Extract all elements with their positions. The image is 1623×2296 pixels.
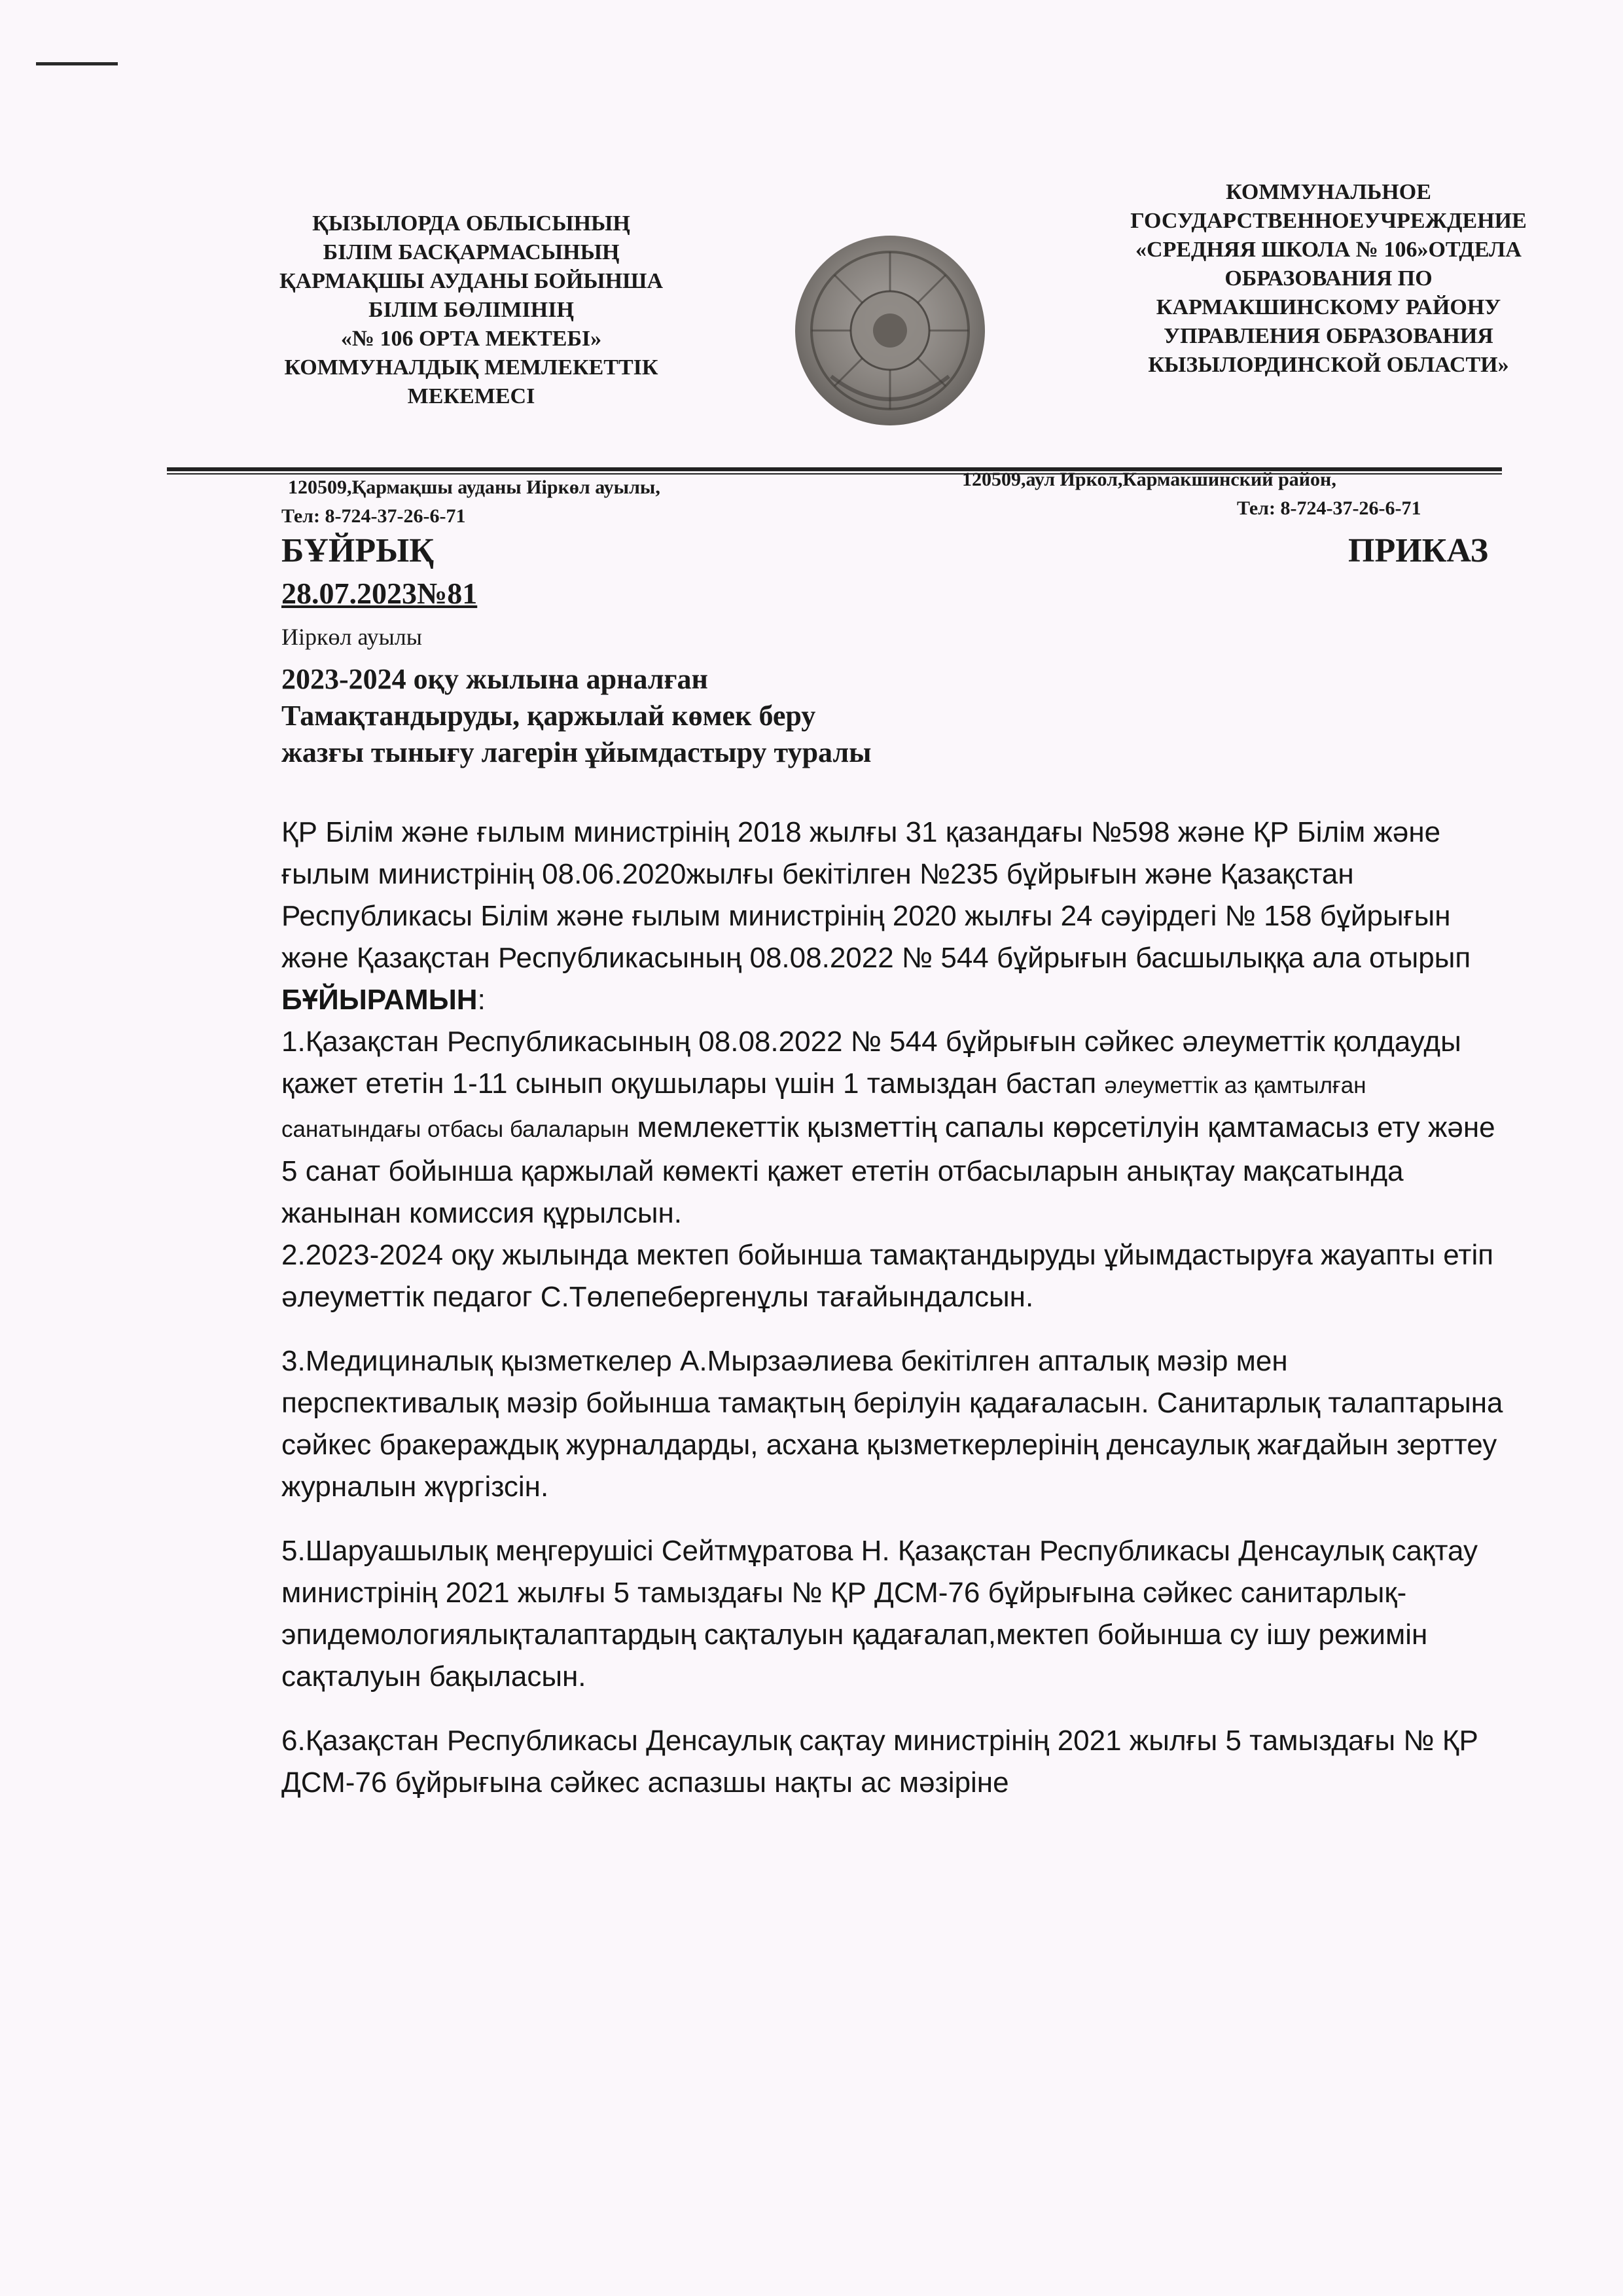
- address-right: 120509,аул Иркол,Кармакшинский район,: [962, 469, 1336, 490]
- order-title-ru: ПРИКАЗ: [1348, 532, 1489, 569]
- scan-edge-mark: [36, 62, 118, 65]
- command-suffix: :: [477, 984, 486, 1016]
- paragraph-6: 6.Қазақстан Республикасы Денсаулық сақтау министрінің 2021 жылғы 5 тамыздағы № ҚР ДСМ-76 бұйрығына сәйкес аспазшы нақты ас мәзіріне: [281, 1725, 1478, 1799]
- order-title-kz: БҰЙРЫҚ: [281, 532, 434, 569]
- header-left-line: КОММУНАЛДЫҚ МЕМЛЕКЕТТІК: [284, 355, 658, 380]
- order-subject-line: 2023-2024 оқу жылына арналған: [281, 663, 708, 695]
- order-date-number: 28.07.2023№81: [281, 577, 478, 610]
- header-left-line: МЕКЕМЕСІ: [407, 384, 535, 408]
- header-right-line: КЫЗЫЛОРДИНСКОЙ ОБЛАСТИ»: [1148, 353, 1509, 377]
- paragraph-3: 3.Медициналық қызметкелер А.Мырзаәлиева бекітілген апталық мәзір мен перспективалық мәзір бойынша тамақтың берілуін қадағаласын. Санитарлық талаптарына сәйкес бракераждық журналдарды, асхана қызметкерлерінің денсаулық жағдайын зерттеу журналын жүргізсін.: [281, 1345, 1503, 1503]
- header-right-line: «СРЕДНЯЯ ШКОЛА № 106»ОТДЕЛА: [1135, 238, 1522, 262]
- state-emblem-icon: [792, 232, 988, 429]
- intro-paragraph: [281, 812, 1505, 1021]
- header-right-line: ГОСУДАРСТВЕННОЕУЧРЕЖДЕНИЕ: [1130, 209, 1527, 233]
- intro-text: ҚР Білім және ғылым министрінің 2018 жылғы 31 қазандағы №598 және ҚР Білім және ғылым министрінің 08.06.2020жылғы бекітілген №235 бұйрығын және Қазақстан Республикасы Білім және ғылым министрінің 2020 жылғы 24 сәуірдегі № 158 бұйрығын және Қазақстан Республикасының 08.08.2022 № 544 бұйрығын басшылыққа ала отырып: [281, 816, 1471, 974]
- header-right-line: КОММУНАЛЬНОЕ: [1226, 180, 1431, 204]
- phone-left: Тел: 8-724-37-26-6-71: [281, 505, 466, 527]
- header-right-russian: [1080, 178, 1577, 380]
- paragraph-5: 5.Шаруашылық меңгерушісі Сейтмұратова Н. Қазақстан Республикасы Денсаулық сақтау министрінің 2021 жылғы 5 тамыздағы № ҚР ДСМ-76 бұйрығына сәйкес санитарлық- эпидемологиялықталаптардың сақталуын қадағалап,мектеп бойынша су ішу режимін сақталуын бақыласын.: [281, 1535, 1478, 1693]
- phone-right: Тел: 8-724-37-26-6-71: [1237, 497, 1421, 519]
- order-subject: [281, 661, 871, 771]
- header-right-line: ОБРАЗОВАНИЯ ПО: [1224, 266, 1433, 291]
- header-right-line: КАРМАКШИНСКОМУ РАЙОНУ: [1156, 295, 1501, 319]
- order-subject-line: жазғы тынығу лагерін ұйымдастыру туралы: [281, 736, 872, 768]
- header-left-line: «№ 106 ОРТА МЕКТЕБІ»: [340, 327, 602, 351]
- header-left-line: ҚАРМАҚШЫ АУДАНЫ БОЙЫНША: [279, 269, 664, 293]
- paragraph-1-small-text: әлеуметтік аз қамтылған санатындағы отбасы балаларын: [281, 1073, 1366, 1142]
- order-body: [281, 812, 1505, 1804]
- header-left-line: БІЛІМ БАСҚАРМАСЫНЫҢ: [323, 240, 620, 264]
- paragraph-1-text-b: мемлекеттік қызметтің сапалы көрсетілуін қамтамасыз ету және 5 санат бойынша қаржылай көмекті қажет ететін отбасыларын анықтау мақсатында жанынан комиссия құрылсын.: [281, 1111, 1495, 1229]
- header-left-kazakh: [223, 209, 720, 411]
- order-village: Иіркөл ауылы: [281, 624, 422, 650]
- order-subject-line: Тамақтандыруды, қаржылай көмек беру: [281, 700, 816, 732]
- header-right-line: УПРАВЛЕНИЯ ОБРАЗОВАНИЯ: [1164, 324, 1493, 348]
- paragraph-1-text-a: 1.Қазақстан Республикасының 08.08.2022 № 544 бұйрығын сәйкес әлеуметтік қолдауды қажет ететін 1-11 сынып оқушылары үшін 1 тамыздан бастап: [281, 1026, 1461, 1100]
- header-left-line: ҚЫЗЫЛОРДА ОБЛЫСЫНЫҢ: [312, 211, 630, 236]
- paragraph-1: [281, 1021, 1505, 1234]
- paragraph-2: 2.2023-2024 оқу жылында мектеп бойынша тамақтандыруды ұйымдастыруға жауапты етіп әлеуметтік педагог С.Төлепебергенұлы тағайындалсын.: [281, 1239, 1494, 1313]
- address-left: 120509,Қармақшы ауданы Иіркөл ауылы,: [288, 476, 660, 498]
- command-word: БҰЙЫРАМЫН: [281, 984, 478, 1016]
- header-left-line: БІЛІМ БӨЛІМІНІҢ: [368, 298, 574, 322]
